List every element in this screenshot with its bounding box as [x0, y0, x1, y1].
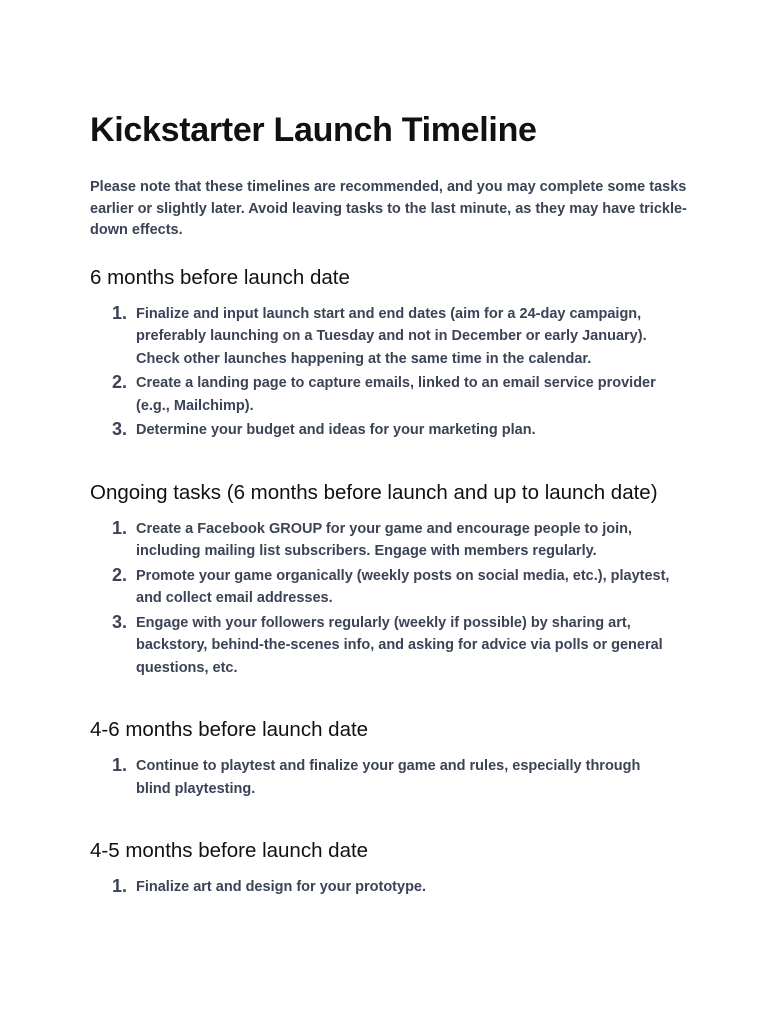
task-list	[90, 876, 688, 899]
section-heading: 6 months before launch date	[90, 265, 350, 289]
list-number: 1.	[112, 517, 128, 538]
task-list	[90, 303, 688, 442]
list-item	[90, 612, 688, 680]
page-title: Kickstarter Launch Timeline	[90, 111, 537, 149]
list-number: 3.	[112, 419, 128, 439]
list-item	[90, 518, 688, 563]
section-heading: 4-5 months before launch date	[90, 839, 369, 862]
section-heading: 4-6 months before launch date	[90, 718, 369, 741]
list-number: 3.	[112, 611, 128, 632]
list-item-text: Engage with your followers regularly (weekly if possible) by sharing art, backstory, behind-the-scenes info, and asking for advice via polls or general questions, etc.	[136, 614, 663, 676]
list-item	[90, 372, 688, 417]
list-number: 2.	[112, 372, 128, 392]
section-6-months	[90, 265, 688, 442]
section-heading: Ongoing tasks (6 months before launch and up to launch date)	[90, 480, 658, 504]
list-item	[90, 419, 688, 442]
list-item-text: Create a Facebook GROUP for your game and encourage people to join, including mailing list subscribers. Engage with members regularly.	[136, 520, 633, 559]
list-item	[90, 565, 688, 610]
list-number: 1.	[112, 876, 128, 896]
list-item-text: Promote your game organically (weekly posts on social media, etc.), playtest, and collect email addresses.	[136, 567, 670, 606]
list-item-text: Create a landing page to capture emails, linked to an email service provider (e.g., Mailchimp).	[136, 375, 656, 414]
list-number: 1.	[112, 755, 128, 775]
list-item	[90, 303, 688, 371]
section-4-6-months	[90, 717, 688, 800]
list-item	[90, 876, 688, 899]
section-ongoing-tasks	[90, 480, 688, 680]
section-4-5-months	[90, 838, 688, 899]
task-list	[90, 518, 688, 680]
intro-paragraph: Please note that these timelines are recommended, and you may complete some tasks earlier or slightly later. Avoid leaving tasks to the last minute, as they may have trickle-down effects.	[90, 179, 687, 238]
task-list	[90, 755, 688, 800]
list-number: 2.	[112, 564, 128, 585]
list-item-text: Continue to playtest and finalize your game and rules, especially through blind playtesting.	[136, 758, 641, 797]
list-item-text: Determine your budget and ideas for your marketing plan.	[136, 422, 536, 438]
list-item-text: Finalize art and design for your prototype.	[136, 879, 427, 895]
list-item-text: Finalize and input launch start and end dates (aim for a 24-day campaign, preferably launching on a Tuesday and not in December or early January). Check other launches happening at the same time in the calendar.	[136, 305, 647, 367]
list-number: 1.	[112, 302, 128, 323]
list-item	[90, 755, 688, 800]
